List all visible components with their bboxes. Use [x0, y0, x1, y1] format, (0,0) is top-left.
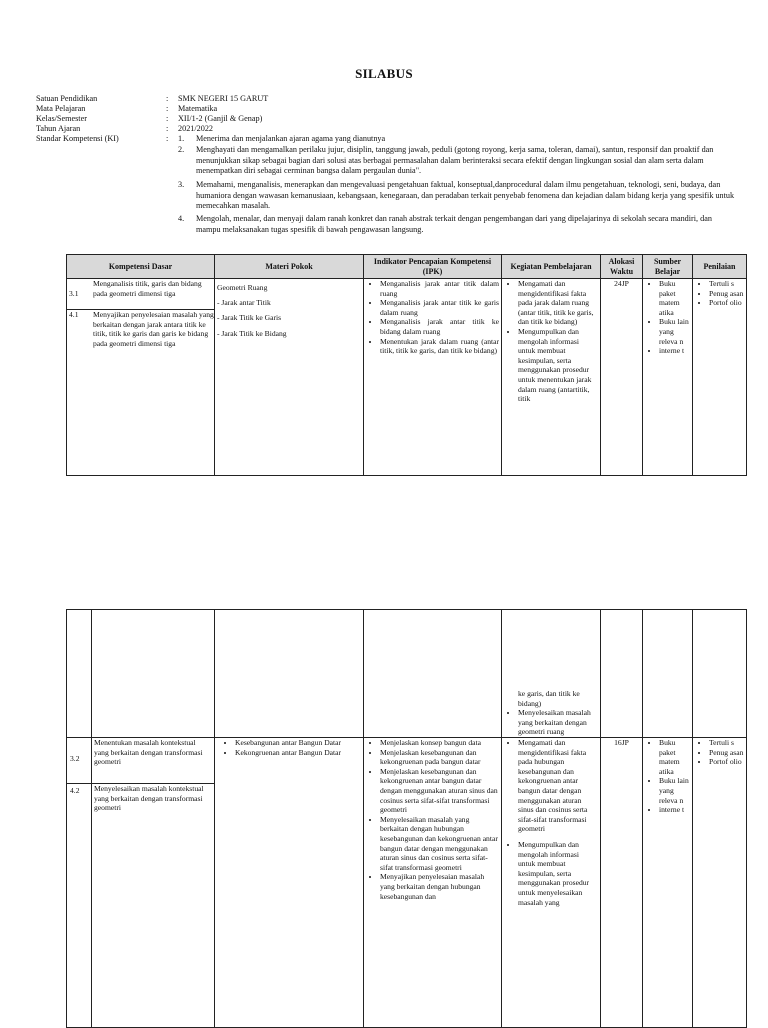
sumber-list — [645, 279, 690, 356]
kegiatan-cell — [502, 279, 601, 476]
materi-cell-continued — [215, 610, 364, 738]
penilaian-cell-continued — [693, 610, 747, 738]
sumber-item: • Buku paket matem atika — [659, 279, 690, 317]
materi-item: - Jarak antar Titik — [217, 297, 271, 307]
header-sumber: Sumber Belajar — [643, 255, 693, 279]
ki-text: Menghayati dan mengamalkan perilaku jujur, disiplin, tanggung jawab, peduli (gotong royong, kerja sama, toleran, damai), santun, responsif dan proaktif dan menunjukkan sikap sebagai bagian dari solusi atas berbagai permasalahan dalam berinteraksi secara efektif dengan lingkungan sosial dan alam serta dalam menempatkan diri sebagai cerminan bangsa dalam pergaulan dunia". — [196, 145, 714, 175]
ipk-item: • Menjelaskan kesebangunan dan kekongruenan antar bangun datar dengan menggunakan aturan sinus dan cosinus serta sifat-sifat transformasi geometri — [380, 767, 499, 815]
info-colon: : — [166, 134, 169, 143]
ipk-cell-continued — [364, 610, 502, 738]
penilaian-item: • Tertuli s — [709, 279, 744, 289]
materi-heading: Geometri Ruang — [217, 283, 268, 292]
info-label-ki: Standar Kompetensi (KI) — [36, 134, 119, 143]
ipk-item: • Menyajikan penyelesaian masalah yang berkaitan dengan hubungan kesebangunan dan — [380, 872, 499, 901]
info-colon: : — [166, 124, 169, 133]
header-kompetensi-dasar: Kompetensi Dasar — [67, 255, 215, 279]
ipk-item: • Menentukan jarak dalam ruang (antar titik, titik ke garis, dan titik ke bidang) — [380, 337, 499, 356]
info-colon: : — [166, 114, 169, 123]
header-penilaian: Penilaian — [693, 255, 747, 279]
sumber-cell-continued — [643, 610, 693, 738]
ipk-item: • Menjelaskan konsep bangun data — [380, 738, 499, 748]
ki-text: Mengolah, menalar, dan menyaji dalam ranah konkret dan ranah abstrak terkait dengan pengembangan dari yang dipelajarinya di sekolah secara mandiri, dan mampu melaksanakan tugas spesifik di bawah pengawasan langsung. — [196, 214, 712, 234]
syllabus-table-1 — [66, 254, 747, 476]
header-alokasi: Alokasi Waktu — [601, 255, 643, 279]
penilaian-list — [695, 738, 744, 767]
sumber-list — [645, 738, 690, 815]
materi-item: • Kekongruenan antar Bangun Datar — [235, 748, 361, 758]
sumber-item: • Buku lain yang releva n — [659, 317, 690, 346]
kegiatan-item: • Mengamati dan mengidentifikasi fakta pada jarak dalam ruang (antar titik, titik ke garis, dan titik ke bidang) — [518, 279, 598, 327]
kd-number: 3.2 — [67, 738, 91, 784]
materi-cell — [215, 738, 364, 1028]
info-colon: : — [166, 104, 169, 113]
kegiatan-cell — [502, 738, 601, 1028]
kegiatan-item: • Menyelesaikan masalah yang berkaitan dengan geometri ruang — [518, 708, 598, 737]
kegiatan-continued-text: ke garis, dan titik ke bidang) — [518, 689, 580, 708]
sumber-item: • Buku paket matem atika — [659, 738, 690, 776]
info-colon: : — [166, 94, 169, 103]
info-label-satuan: Satuan Pendidikan — [36, 94, 98, 103]
kd-item — [67, 310, 214, 348]
kd-number: 3.1 — [69, 289, 79, 298]
kd-cell — [67, 279, 215, 476]
materi-cell — [215, 279, 364, 476]
alokasi-cell: 24JP — [601, 279, 643, 476]
header-ipk: Indikator Pencapaian Kompetensi (IPK) — [364, 255, 502, 279]
kd-cell — [92, 738, 215, 1028]
kd-cell-continued — [92, 610, 215, 738]
materi-item: - Jarak Titik ke Garis — [217, 313, 282, 323]
penilaian-list — [695, 279, 744, 308]
ki-text: Menerima dan menjalankan ajaran agama yang dianutnya — [196, 134, 386, 143]
header-kegiatan: Kegiatan Pembelajaran — [502, 255, 601, 279]
ipk-item: • Menjelaskan kesebangunan dan kekongruenan pada bangun datar — [380, 748, 499, 767]
sumber-item: • Buku lain yang releva n — [659, 776, 690, 805]
kd-number: 4.1 — [69, 310, 79, 319]
ipk-item: • Menyelesaikan masalah yang berkaitan dengan hubungan kesebangunan dan kekongruenan antar bangun datar dengan menggunakan aturan sinus dan cosinus serta sifat-sifat transformasi geometri — [380, 815, 499, 873]
syllabus-table-2 — [66, 609, 747, 1028]
sumber-item: • interne t — [659, 805, 690, 815]
kd-text: Menyajikan penyelesaian masalah yang berkaitan dengan jarak antara titik ke titik, titik ke garis dan garis ke bidang pada geometri dimensi tiga — [93, 310, 214, 348]
ki-number: 4. — [178, 214, 185, 223]
kegiatan-cell-continued — [502, 610, 601, 738]
penilaian-cell — [693, 279, 747, 476]
ki-number: 1. — [178, 134, 185, 143]
kegiatan-list — [504, 708, 598, 737]
kd-text: Menyelesaikan masalah kontekstual yang berkaitan dengan transformasi geometri — [94, 784, 204, 813]
ki-number: 2. — [178, 145, 185, 154]
kd-text: Menganalisis titik, garis dan bidang pada geometri dimensi tiga — [93, 279, 202, 298]
sumber-cell — [643, 279, 693, 476]
ipk-item: • Menganalisis jarak antar titik dalam ruang — [380, 279, 499, 298]
info-value-kelas: XII/1-2 (Ganjil & Genap) — [178, 114, 263, 123]
penilaian-item: • Penug asan — [709, 748, 744, 758]
kegiatan-item: • Mengumpulkan dan mengolah informasi untuk membuat kesimpulan, serta menggunakan prosedur untuk menyelesaikan masalah yang — [518, 840, 598, 907]
sumber-cell — [643, 738, 693, 1028]
header-materi-pokok: Materi Pokok — [215, 255, 364, 279]
info-value-satuan: SMK NEGERI 15 GARUT — [178, 94, 269, 103]
info-label-mapel: Mata Pelajaran — [36, 104, 86, 113]
info-label-tahun: Tahun Ajaran — [36, 124, 81, 133]
alokasi-cell: 16JP — [601, 738, 643, 1028]
kegiatan-list — [504, 279, 598, 404]
ipk-list — [366, 738, 499, 901]
page-title: SILABUS — [355, 66, 413, 81]
penilaian-item: • Tertuli s — [709, 738, 744, 748]
kegiatan-list — [504, 738, 598, 907]
info-value-mapel: Matematika — [178, 104, 218, 113]
kd-number: 4.2 — [70, 786, 80, 795]
ipk-cell — [364, 738, 502, 1028]
ki-number: 3. — [178, 180, 185, 189]
ipk-list — [366, 279, 499, 356]
kd-item — [67, 279, 214, 310]
ipk-cell — [364, 279, 502, 476]
kd-num-cell-continued — [67, 610, 92, 738]
penilaian-item: • Portof olio — [709, 757, 744, 767]
info-label-kelas: Kelas/Semester — [36, 114, 87, 123]
ipk-item: • Menganalisis jarak antar titik ke bidang dalam ruang — [380, 317, 499, 336]
alokasi-cell-continued — [601, 610, 643, 738]
ipk-item: • Menganalisis jarak antar titik ke garis dalam ruang — [380, 298, 499, 317]
materi-item: • Kesebangunan antar Bangun Datar — [235, 738, 361, 748]
penilaian-item: • Penug asan — [709, 289, 744, 299]
materi-list — [217, 738, 361, 757]
kegiatan-item: • Mengamati dan mengidentifikasi fakta pada hubungan kesebangunan dan kekongruenan antar bangun datar dengan menggunakan aturan sinus dan cosinus serta sifat-sifat transformasi geometri — [518, 738, 598, 834]
penilaian-item: • Portof olio — [709, 298, 744, 308]
info-value-tahun: 2021/2022 — [178, 124, 214, 133]
ki-text: Memahami, menganalisis, menerapkan dan mengevaluasi pengetahuan faktual, konseptual,danprocedural dalam ilmu pengetahuan, teknologi, seni, budaya, dan humaniora dengan wawasan kemanusiaan, kebangsaan, kenegaraan, dan peradaban terkait penyebab fenomena dan kejadian dalam bidang kerja yang spesifik untuk memecahkan masalah. — [196, 180, 735, 210]
kd-num-cell — [67, 738, 92, 1028]
kd-text: Menentukan masalah kontekstual yang berkaitan dengan transformasi geometri — [92, 738, 214, 784]
penilaian-cell — [693, 738, 747, 1028]
materi-item: - Jarak Titik ke Bidang — [217, 328, 287, 338]
kegiatan-item: • Mengumpulkan dan mengolah informasi untuk membuat kesimpulan, serta menggunakan prosedur untuk menentukan jarak dalam ruang (antartitik, titik — [518, 327, 598, 404]
sumber-item: • interne t — [659, 346, 690, 356]
